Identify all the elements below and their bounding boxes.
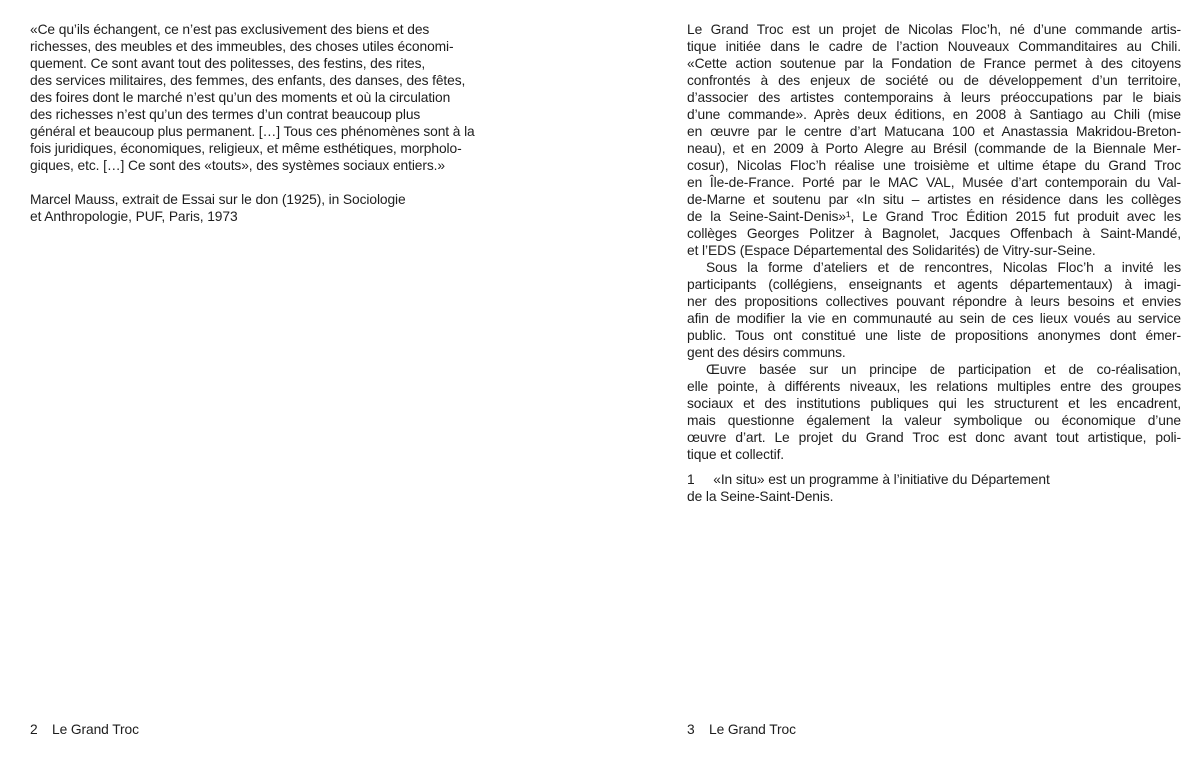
body-line: Œuvre basée sur un principe de participation et de co-réalisation, (706, 362, 1181, 377)
quote-line: richesses, des meubles et des immeubles, des choses utiles économi- (30, 39, 454, 54)
body-line: afin de modifier la vie en communauté au sein de ces lieux voués au service (687, 311, 1181, 326)
body-line: neau), et en 2009 à Porto Alegre au Brésil (commande de la Biennale Mer- (687, 141, 1181, 156)
page-number-right: 3 (687, 722, 695, 737)
footnote (687, 471, 1181, 505)
quote-line: des services militaires, des femmes, des enfants, des danses, des fêtes, (30, 73, 466, 88)
quote-line: des richesses n’est qu’un des termes d’un contrat beaucoup plus (30, 107, 421, 122)
quote-line: général et beaucoup plus permanent. […] Tous ces phénomènes sont à la (30, 124, 475, 139)
attribution-line: Marcel Mauss, extrait de Essai sur le don (1925), in Sociologie (30, 192, 406, 207)
body-line: en œuvre par le centre d’art Matucana 100 et Anastassia Makridou-Breton- (687, 124, 1181, 139)
running-title-right: Le Grand Troc (709, 722, 796, 737)
body-line: d’une commande». Après deux éditions, en 2008 à Santiago au Chili (mise (687, 107, 1181, 122)
page-footer-left (30, 721, 139, 738)
body-line: en Île-de-France. Porté par le MAC VAL, Musée d’art contemporain du Val- (687, 175, 1181, 190)
body-line: œuvre d’art. Le projet du Grand Troc est donc avant tout artistique, poli- (687, 430, 1181, 445)
body-line: Le Grand Troc est un projet de Nicolas Floc’h, né d’une commande artis- (687, 22, 1181, 37)
body-line: public. Tous ont constitué une liste de propositions anonymes dont émer- (687, 328, 1181, 343)
attribution-line: et Anthropologie, PUF, Paris, 1973 (30, 209, 238, 224)
page-number-left: 2 (30, 722, 38, 737)
running-title-left: Le Grand Troc (52, 722, 139, 737)
body-line: Sous la forme d’ateliers et de rencontres, Nicolas Floc’h a invité les (706, 260, 1181, 275)
body-line: tique et collectif. (687, 447, 785, 462)
body-line: elle pointe, à différents niveaux, les relations multiples entre des groupes (687, 379, 1181, 394)
quote-line: quement. Ce sont avant tout des politesses, des festins, des rites, (30, 56, 426, 71)
body-line: sociaux et des institutions publiques qui les structurent et les encadrent, (687, 396, 1181, 411)
body-line: ner des propositions collectives pouvant répondre à leurs besoins et envies (687, 294, 1181, 309)
body-line: participants (collégiens, enseignants et agents départementaux) à imagi- (687, 277, 1181, 292)
body-line: mais questionne également la valeur symbolique ou économique d’une (687, 413, 1181, 428)
body-line: gent des désirs communs. (687, 345, 846, 360)
body-line: de-Marne et soutenu par «In situ – artistes en résidence dans les collèges (687, 192, 1181, 207)
grand-troc-body-text (687, 21, 1181, 463)
body-line: de la Seine-Saint-Denis»¹, Le Grand Troc Édition 2015 fut produit avec les (687, 209, 1181, 224)
quote-line: «Ce qu’ils échangent, ce n’est pas exclusivement des biens et des (30, 22, 430, 37)
body-line: collèges Georges Politzer à Bagnolet, Jacques Offenbach à Saint-Mandé, (687, 226, 1181, 241)
quote-line: des foires dont le marché n’est qu’un des moments et où la circulation (30, 90, 451, 105)
body-line: confrontés à des enjeux de société ou de développement d’un territoire, (687, 73, 1181, 88)
body-line: d’associer des artistes contemporains à leurs préoccupations par le biais (687, 90, 1181, 105)
quote-attribution (30, 191, 540, 225)
page-footer-right (687, 721, 796, 738)
body-line: «Cette action soutenue par la Fondation de France permet à des citoyens (687, 56, 1181, 71)
quote-line: giques, etc. […] Ce sont des «touts», des systèmes sociaux entiers.» (30, 158, 445, 173)
body-line: cosur), Nicolas Floc’h réalise une troisième et ultime étape du Grand Troc (687, 158, 1181, 173)
mauss-quote-text (30, 21, 540, 174)
quote-line: fois juridiques, économiques, religieux, et même esthétiques, morpholo- (30, 141, 462, 156)
body-line: tique initiée dans le cadre de l’action Nouveaux Commanditaires au Chili. (687, 39, 1181, 54)
body-line: et l’EDS (Espace Départemental des Solidarités) de Vitry-sur-Seine. (687, 243, 1096, 258)
footnote-line: de la Seine-Saint-Denis. (687, 489, 834, 504)
footnote-line: 1 «In situ» est un programme à l’initiative du Département (687, 472, 1050, 487)
